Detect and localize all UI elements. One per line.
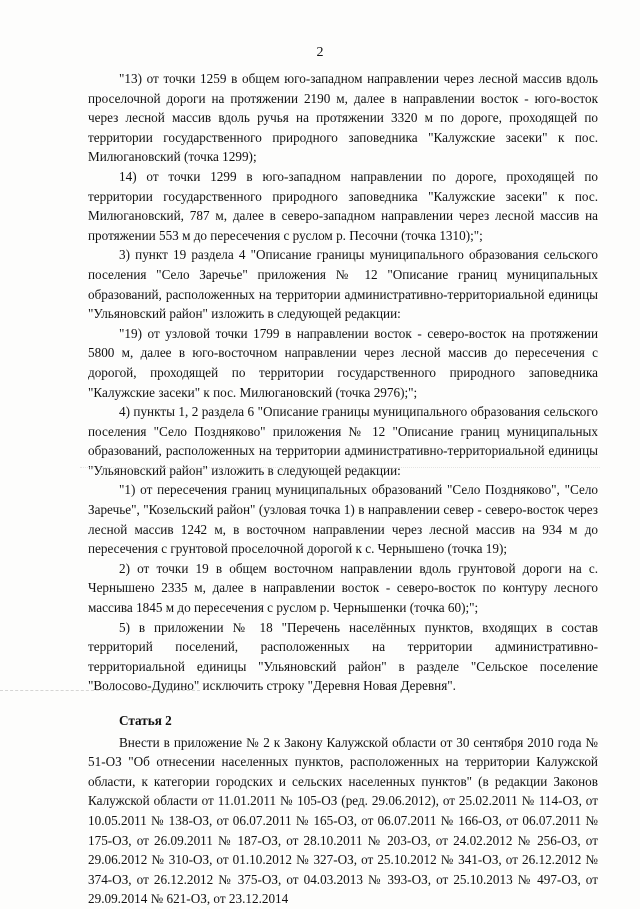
scan-artifact-line bbox=[80, 467, 600, 474]
paragraph-5: 5) в приложении № 18 "Перечень населённых пунктов, входящих в состав территорий поселений, расположенных на территории административно-территориальной единицы "Ульяновский район" в разделе "Сельское поселение "Волосово-Дудино" исключить строку "Деревня Новая Деревня". bbox=[88, 619, 598, 694]
paragraph-2: 2) от точки 19 в общем восточном направлении вдоль грунтовой дороги на с. Чернышено 2335 м, далее в направлении восток - северо-восток по контуру лесного массива 1845 м до пересечения с руслом р. Чернышенки (точка 60);"; bbox=[88, 560, 598, 616]
paragraph-1: "1) от пересечения границ муниципальных образований "Село Поздняково", "Село Заречье", "Козельский район" (узловая точка 1) в направлении север - северо-восток через лесной массив 1242 м, в восточном направлении через лесной массив на 934 м до пересечения с грунтовой проселочной дорогой к с. Чернышено (точка 19); bbox=[88, 482, 598, 557]
scan-artifact-line bbox=[0, 690, 200, 697]
page-number: 2 bbox=[316, 45, 324, 60]
paragraph-14: 14) от точки 1299 в юго-западном направлении по дороге, проходящей по территории государственного природного заповедника "Калужские засеки" к пос. Милюгановский, 787 м, далее в северо-западном направлении через лесной массив на протяжении 553 м до пересечения с руслом р. Песочни (точка 1310);"; bbox=[88, 168, 598, 243]
document-body bbox=[88, 69, 598, 909]
article-heading: Статья 2 bbox=[119, 713, 172, 728]
article-text: Внести в приложение № 2 к Закону Калужской области от 30 сентября 2010 года № 51-ОЗ "Об отнесении населенных пунктов, расположенных на территории Калужской области, к категории городских и сельских населенных пунктов" (в редакции Законов Калужской области от 11.01.2011 № 105-ОЗ (ред. 29.06.2012), от 25.02.2011 № 114-ОЗ, от 10.05.2011 № 138-ОЗ, от 06.07.2011 № 165-ОЗ, от 06.07.2011 № 166-ОЗ, от 06.07.2011 № 175-ОЗ, от 26.09.2011 № 187-ОЗ, от 28.10.2011 № 203-ОЗ, от 24.02.2012 № 256-ОЗ, от 29.06.2012 № 310-ОЗ, от 01.10.2012 № 327-ОЗ, от 25.10.2012 № 341-ОЗ, от 26.12.2012 № 374-ОЗ, от 26.12.2012 № 375-ОЗ, от 04.03.2013 № 393-ОЗ, от 25.10.2013 № 497-ОЗ, от 29.09.2014 № 621-ОЗ, от 23.12.2014 bbox=[88, 734, 598, 907]
paragraph-3: 3) пункт 19 раздела 4 "Описание границы муниципального образования сельского поселения "Село Заречье" приложения № 12 "Описание границ муниципальных образований, расположенных на территории административно-территориальной единицы "Ульяновский район" изложить в следующей редакции: bbox=[88, 247, 598, 322]
paragraph-4: 4) пункты 1, 2 раздела 6 "Описание границы муниципального образования сельского поселения "Село Поздняково" приложения № 12 "Описание границ муниципальных образований, расположенных на территории административно-территориальной единицы "Ульяновский район" изложить в следующей редакции: bbox=[88, 404, 598, 478]
paragraph-13: "13) от точки 1259 в общем юго-западном направлении через лесной массив вдоль проселочной дороги на протяжении 2190 м, далее в направлении восток - юго-восток через лесной массив вдоль ручья на протяжении 3320 м по дороге, проходящей по территории государственного природного заповедника "Калужские засеки" к пос. Милюгановский (точка 1299); bbox=[88, 71, 598, 165]
paragraph-19: "19) от узловой точки 1799 в направлении восток - северо-восток на протяжении 5800 м, далее в юго-восточном направлении через лесной массив до пересечения с дорогой, проходящей по территории государственного природного заповедника "Калужские засеки" к пос. Милюгановский (точка 2976);"; bbox=[88, 325, 598, 400]
